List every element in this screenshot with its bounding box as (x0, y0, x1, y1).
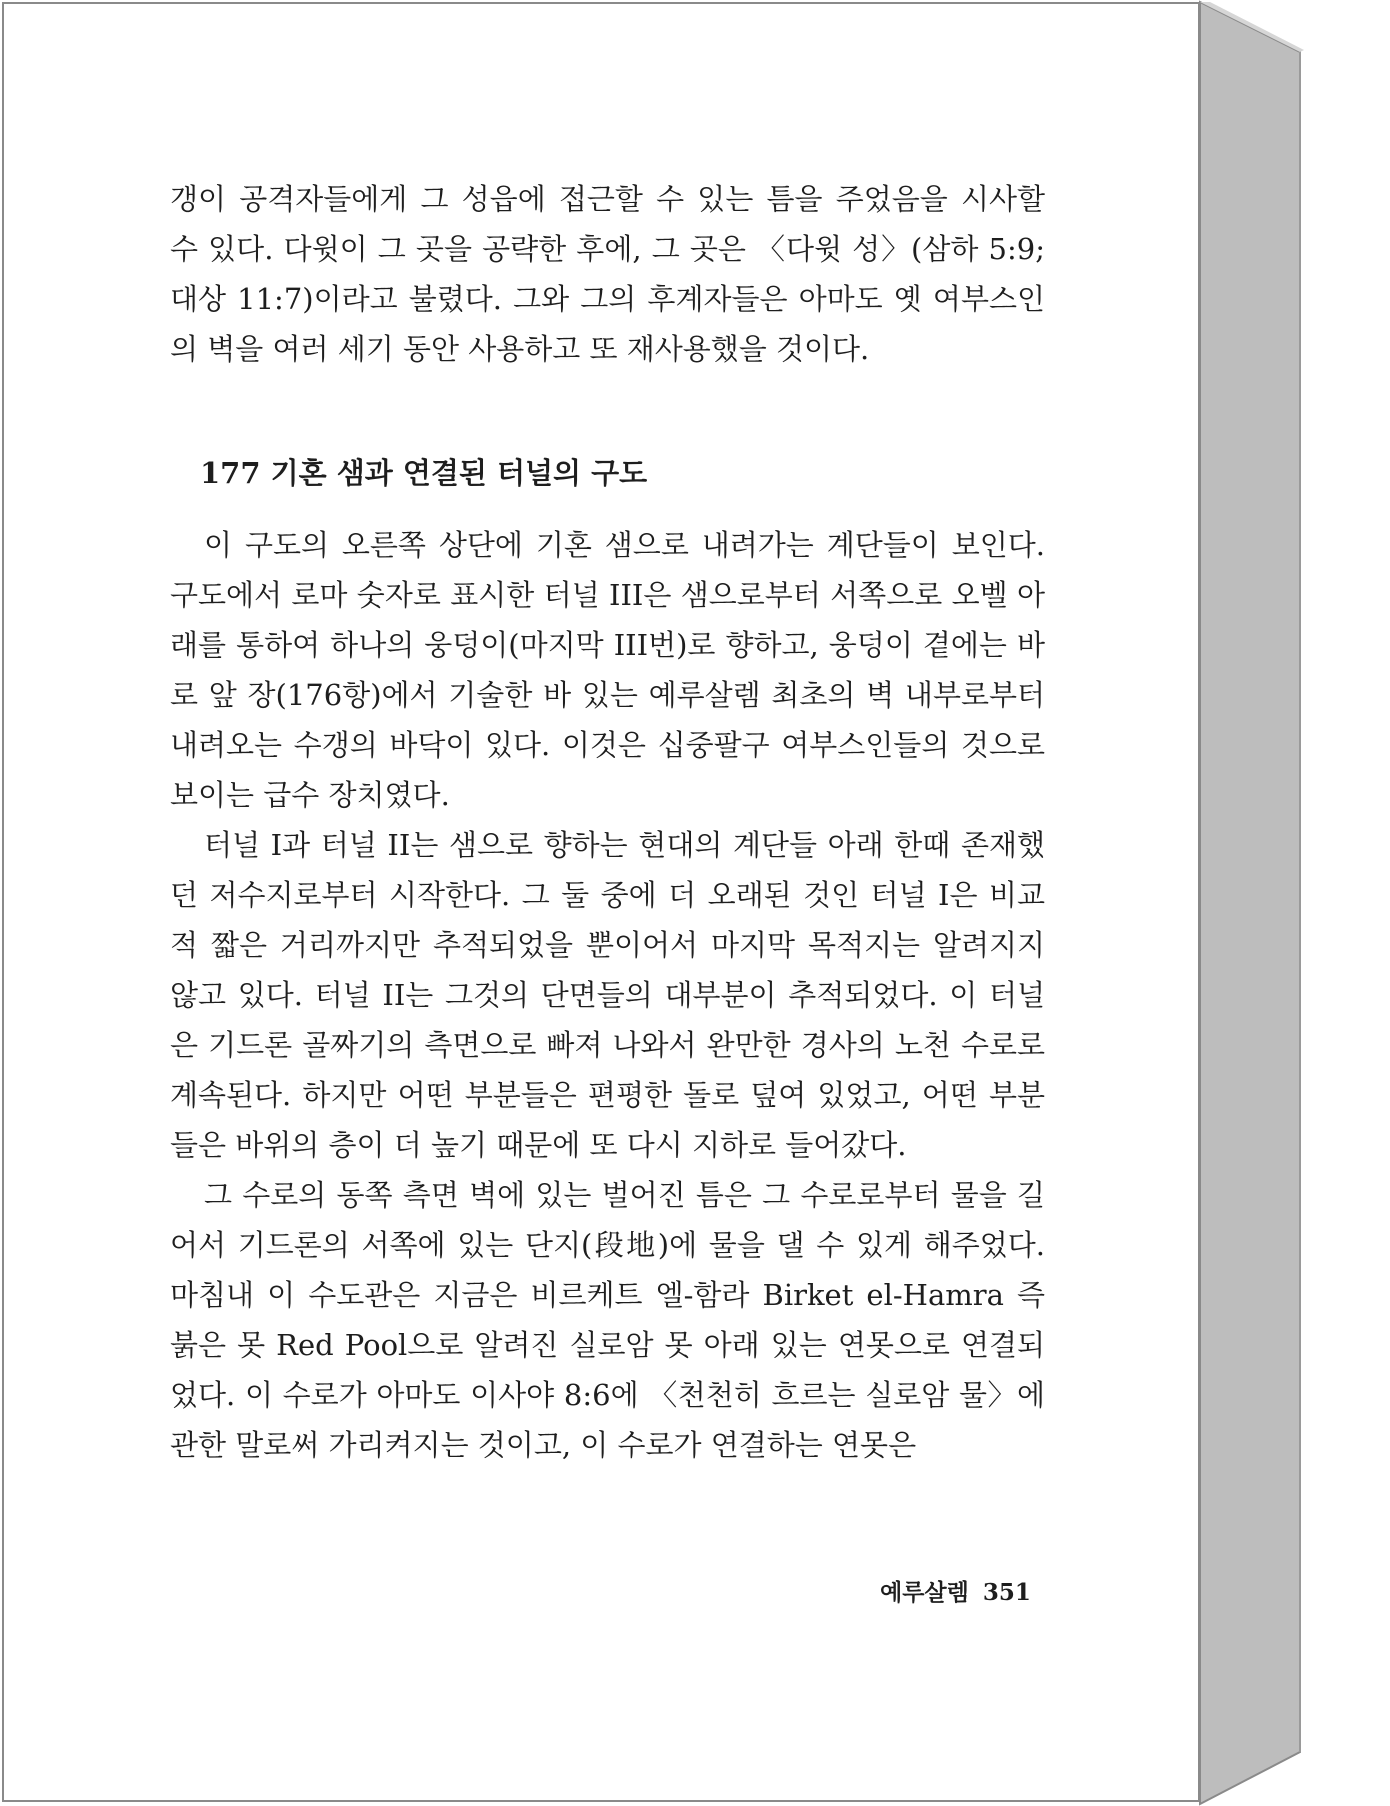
section-heading: 177 기혼 샘과 연결된 터널의 구도 (200, 456, 648, 490)
paragraph-text: 갱이 공격자들에게 그 성읍에 접근할 수 있는 틈을 주었음을 시사할 수 있다. 다윗이 그 곳을 공략한 후에, 그 곳은 〈다윗 성〉(삼하 5:9; 대상 11:7)이라고 불렸다. 그와 그의 후계자들은 아마도 옛 여부스인의 벽을 여러 세기 동안 사용하고 또 재사용했을 것이다. (170, 182, 1045, 366)
page-number: 351 (982, 1579, 1031, 1606)
running-title: 예루살렘 (880, 1579, 969, 1606)
paragraph-2: 터널 I과 터널 II는 샘으로 향하는 현대의 계단들 아래 한때 존재했던 저수지로부터 시작한다. 그 둘 중에 더 오래된 것인 터널 I은 비교적 짧은 거리까지만 추적되었을 뿐이어서 마지막 목적지는 알려지지 않고 있다. 터널 II는 그것의 단면들의 대부분이 추적되었다. 이 터널은 기드론 골짜기의 측면으로 빠져 나와서 완만한 경사의 노천 수로로 계속된다. 하지만 어떤 부분들은 편평한 돌로 덮여 있었고, 어떤 부분들은 바위의 층이 더 높기 때문에 또 다시 지하로 들어갔다. (170, 828, 1045, 1162)
section-body (170, 520, 1045, 1470)
page-footer (880, 1574, 1031, 1607)
continued-paragraph (170, 174, 1045, 374)
paragraph-1: 이 구도의 오른쪽 상단에 기혼 샘으로 내려가는 계단들이 보인다. 구도에서 로마 숫자로 표시한 터널 III은 샘으로부터 서쪽으로 오벨 아래를 통하여 하나의 웅덩이(마지막 III번)로 향하고, 웅덩이 곁에는 바로 앞 장(176항)에서 기술한 바 있는 예루살렘 최초의 벽 내부로부터 내려오는 수갱의 바닥이 있다. 이것은 십중팔구 여부스인들의 것으로 보이는 급수 장치였다. (170, 528, 1045, 812)
paragraph-3: 그 수로의 동쪽 측면 벽에 있는 벌어진 틈은 그 수로로부터 물을 길어서 기드론의 서쪽에 있는 단지(段地)에 물을 댈 수 있게 해주었다. 마침내 이 수도관은 지금은 비르케트 엘-함라 Birket el-Hamra 즉 붉은 못 Red Pool으로 알려진 실로암 못 아래 있는 연못으로 연결되었다. 이 수로가 아마도 이사야 8:6에 〈천천히 흐르는 실로암 물〉에 관한 말로써 가리켜지는 것이고, 이 수로가 연결하는 연못은 (170, 1178, 1045, 1462)
